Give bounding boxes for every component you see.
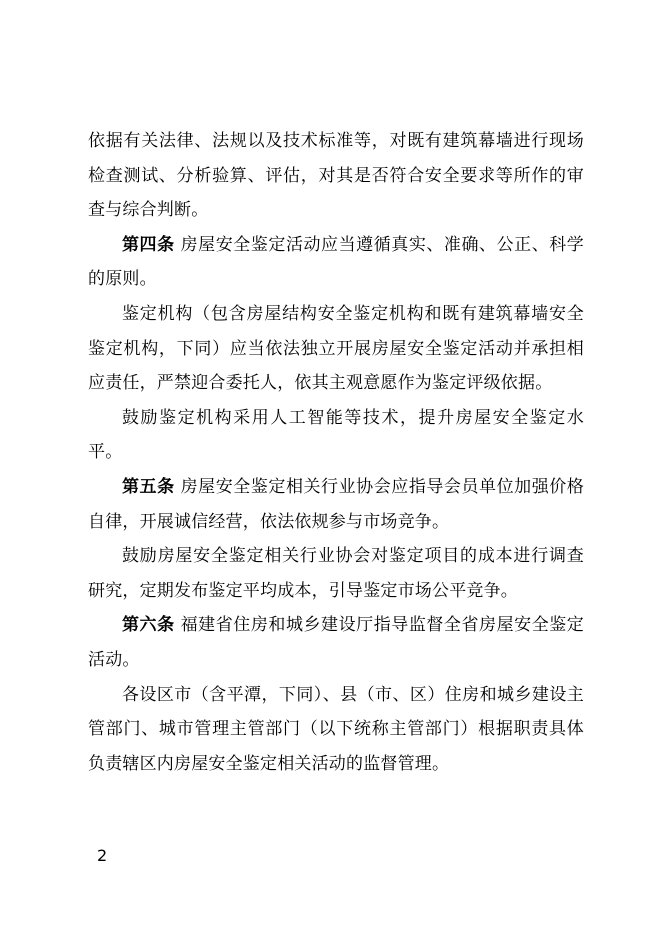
paragraph-1 [88, 124, 584, 228]
paragraph-article-4 [88, 228, 584, 297]
article-4-label: 第四条 [122, 234, 175, 255]
paragraph-5-text: 房屋安全鉴定相关行业协会应指导会员单位加强价格自律，开展诚信经营，依法依规参与市场竞争。 [88, 476, 585, 532]
article-5-label: 第五条 [122, 476, 175, 497]
paragraph-6 [88, 539, 584, 608]
paragraph-3 [88, 297, 584, 401]
page-number: 2 [97, 846, 108, 865]
article-6-label: 第六条 [122, 615, 175, 636]
paragraph-7-text: 福建省住房和城乡建设厅指导监督全省房屋安全鉴定活动。 [88, 615, 585, 670]
document-body [88, 124, 584, 781]
paragraph-4 [88, 401, 584, 470]
paragraph-article-6 [88, 608, 584, 677]
paragraph-3-text: 鉴定机构（包含房屋结构安全鉴定机构和既有建筑幕墙安全鉴定机构，下同）应当依法独立开展房屋安全鉴定活动并承担相应责任，严禁迎合委托人，依其主观意愿作为鉴定评级依据。 [88, 303, 584, 394]
paragraph-8-text: 各设区市（含平潭，下同）、县（市、区）住房和城乡建设主管部门、城市管理主管部门（以下统称主管部门）根据职责具体负责辖区内房屋安全鉴定相关活动的监督管理。 [88, 684, 584, 774]
paragraph-1-text: 依据有关法律、法规以及技术标准等，对既有建筑幕墙进行现场检查测试、分析验算、评估，对其是否符合安全要求等所作的审查与综合判断。 [88, 131, 584, 221]
paragraph-2-text: 房屋安全鉴定活动应当遵循真实、准确、公正、科学的原则。 [88, 234, 585, 290]
paragraph-4-text: 鼓励鉴定机构采用人工智能等技术，提升房屋安全鉴定水平。 [88, 407, 584, 463]
paragraph-8 [88, 678, 584, 782]
paragraph-6-text: 鼓励房屋安全鉴定相关行业协会对鉴定项目的成本进行调查研究，定期发布鉴定平均成本，引导鉴定市场公平竞争。 [88, 546, 584, 601]
paragraph-article-5 [88, 470, 584, 539]
